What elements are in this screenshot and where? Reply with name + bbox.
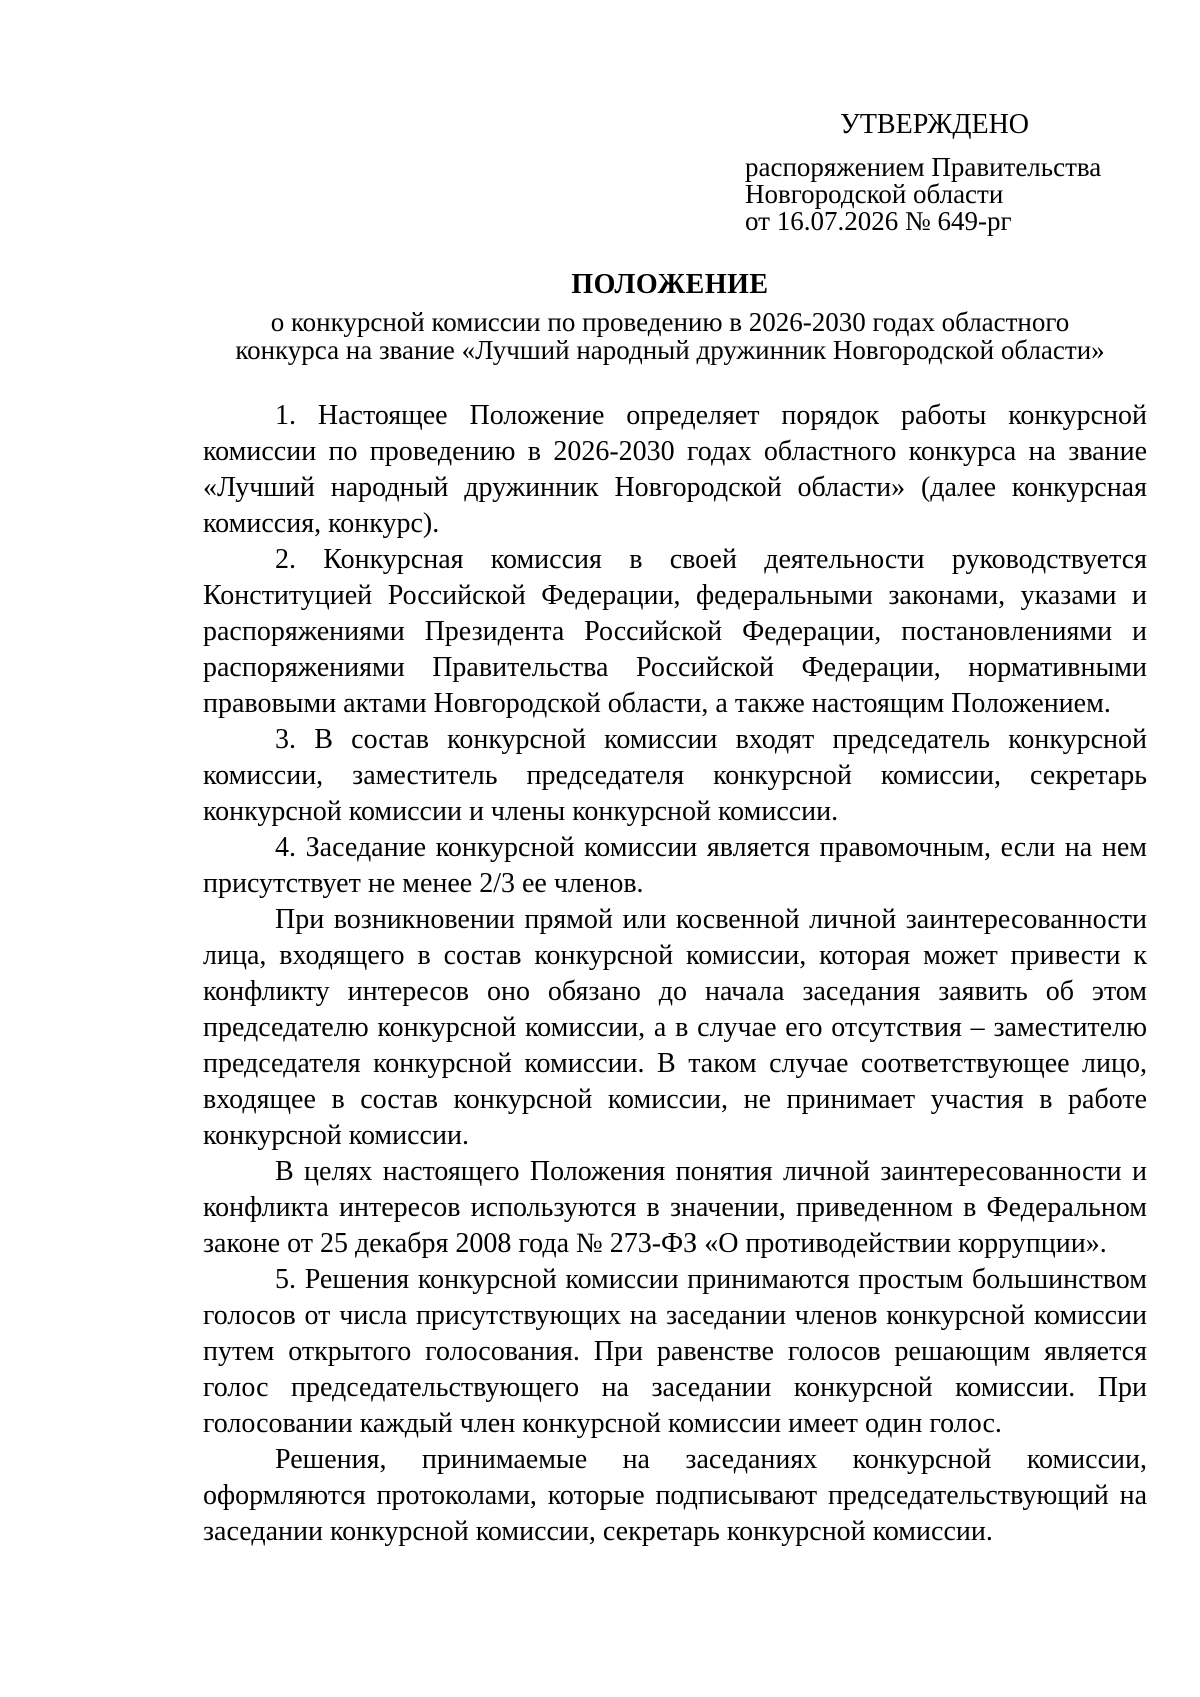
approval-line-1: распоряжением Правительства [745, 152, 1102, 182]
approval-line-3: от 16.07.2026 № 649-рг [745, 206, 1012, 236]
paragraph-3: 3. В состав конкурсной комиссии входят председатель конкурсной комиссии, заместитель председателя конкурсной комиссии, секретарь конкурсной комиссии и члены конкурсной комиссии. [203, 724, 1147, 827]
paragraph-2: 2. Конкурсная комиссия в своей деятельности руководствуется Конституцией Российской Федерации, федеральными законами, указами и распоряжениями Президента Российской Федерации, постановлениями и распоряжениями Правительства Российской Федерации, нормативными правовыми актами Новгородской области, а также настоящим Положением. [203, 544, 1147, 719]
paragraph-4-definitions: В целях настоящего Положения понятия личной заинтересованности и конфликта интересов используются в значении, приведенном в Федеральном законе от 25 декабря 2008 года № 273-ФЗ «О противодействии коррупции». [203, 1156, 1147, 1259]
document-subtitle [200, 308, 1140, 364]
paragraph-4-conflict: При возникновении прямой или косвенной личной заинтересованности лица, входящего в состав конкурсной комиссии, которая может привести к конфликту интересов оно обязано до начала заседания заявить об этом председателю конкурсной комиссии, а в случае его отсутствия – заместителю председателя конкурсной комиссии. В таком случае соответствующее лицо, входящее в состав конкурсной комиссии, не принимает участия в работе конкурсной комиссии. [203, 904, 1147, 1151]
paragraph-4: 4. Заседание конкурсной комиссии является правомочным, если на нем присутствует не менее 2/3 ее членов. [203, 832, 1147, 899]
document-heading [200, 268, 1140, 364]
document-title: ПОЛОЖЕНИЕ [571, 269, 769, 300]
document-body [203, 398, 1147, 1550]
paragraph-5: 5. Решения конкурсной комиссии принимаются простым большинством голосов от числа присутствующих на заседании членов конкурсной комиссии путем открытого голосования. При равенстве голосов решающим является голос председательствующего на заседании конкурсной комиссии. При голосовании каждый член конкурсной комиссии имеет один голос. [203, 1264, 1147, 1439]
paragraph-1: 1. Настоящее Положение определяет порядок работы конкурсной комиссии по проведению в 2026-2030 годах областного конкурса на звание «Лучший народный дружинник Новгородской области» (далее конкурсная комиссия, конкурс). [203, 400, 1147, 539]
approval-line-2: Новгородской области [745, 179, 1004, 209]
approval-stamp: УТВЕРЖДЕНО [840, 109, 1030, 140]
paragraph-5-protocols: Решения, принимаемые на заседаниях конкурсной комиссии, оформляются протоколами, которые подписывают председательствующий на заседании конкурсной комиссии, секретарь конкурсной комиссии. [203, 1444, 1147, 1547]
subtitle-line-1: о конкурсной комиссии по проведению в 2026-2030 годах областного [270, 307, 1070, 337]
approval-block [745, 108, 1165, 235]
subtitle-line-2: конкурса на звание «Лучший народный дружинник Новгородской области» [235, 335, 1105, 365]
